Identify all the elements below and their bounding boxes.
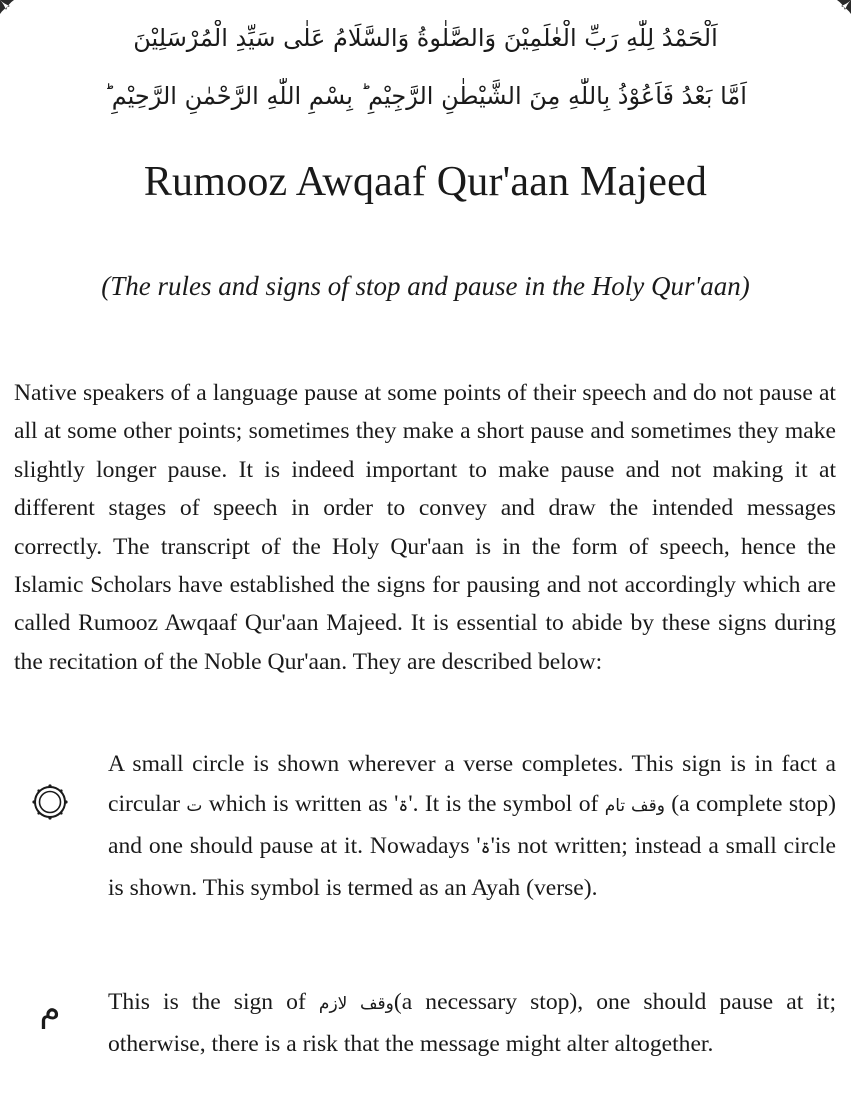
page-subtitle: (The rules and signs of stop and pause in the Holy Qur'aan) xyxy=(101,271,750,301)
sign-text-part: '. It is the symbol of xyxy=(408,791,605,817)
arabic-letter-taa-marbuta: ۃ xyxy=(398,796,409,816)
mim-sign-symbol: م xyxy=(39,990,61,1030)
sign-text-part: 'is not written; instead a small circle is shown. This symbol is termed as an Ayah (verse). xyxy=(108,833,836,901)
urdu-term-waqf-lazim: وقف لازم xyxy=(318,994,394,1014)
page-title: Rumooz Awqaaf Qur'aan Majeed xyxy=(143,159,708,205)
arabic-praise-line: اَلْحَمْدُ لِلّٰهِ رَبِّ الْعٰلَمِيْنَ وَالصَّلٰوةُ وَالسَّلَامُ عَلٰى سَيِّدِ الْمُرْسَلِيْنَ xyxy=(133,24,718,52)
sign-text-part: (a complete stop) and one should pause at it. Nowadays ' xyxy=(108,791,837,859)
sign-text-part: (a necessary stop), one should pause at it; otherwise, there is a risk that the message might alter altogether. xyxy=(108,989,837,1057)
sign-description-ayah xyxy=(108,744,836,908)
corner-ornament-right-icon xyxy=(829,0,851,22)
sign-text-part: which is written as ' xyxy=(202,791,399,817)
arabic-letter-taa-marbuta: ۃ xyxy=(480,838,491,858)
urdu-term-waqf-taam: وقف تام xyxy=(604,796,665,816)
ayah-circle-icon xyxy=(28,780,72,824)
sign-text-part: This is the sign of xyxy=(108,989,319,1015)
arabic-basmala-line: اَمَّا بَعْدُ فَاَعُوْذُ بِاللّٰهِ مِنَ الشَّيْطٰنِ الرَّجِيْمِ ؕ بِسْمِ اللّٰهِ الرَّحْمٰنِ الرَّحِيْمِ ؕ xyxy=(104,82,747,110)
arabic-letter-taa: ت xyxy=(186,796,203,816)
intro-paragraph: Native speakers of a language pause at some points of their speech and do not pause at all at some other points; sometimes they make a short pause and sometimes they make slightly longer pause. It is indeed important to make pause and not making it at different stages of speech in order to convey and draw the intended messages correctly. The transcript of the Holy Qur'aan is in the form of speech, hence the Islamic Scholars have established the signs for pausing and not accordingly which are called Rumooz Awqaaf Qur'aan Majeed. It is essential to abide by these signs during the recitation of the Noble Qur'aan. They are described below: xyxy=(14,380,836,675)
sign-text-part: A small circle is shown wherever a verse completes. This sign is in fact a circular xyxy=(108,751,836,817)
corner-ornament-left-icon xyxy=(0,0,22,22)
sign-description-waqf-lazim xyxy=(108,982,836,1064)
